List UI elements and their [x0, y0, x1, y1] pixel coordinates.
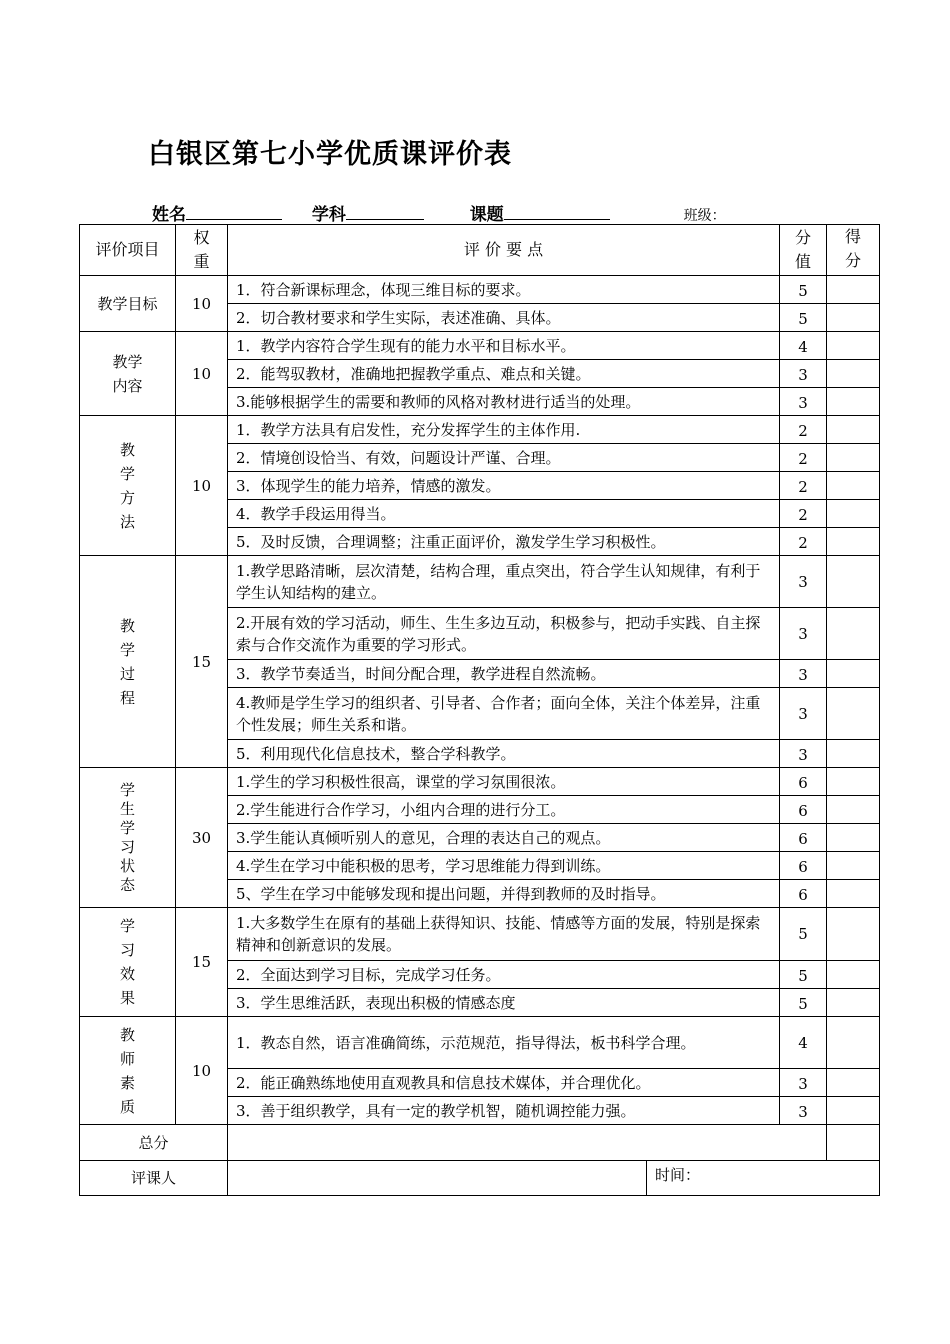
evaluation-point: 2．情境创设恰当、有效，问题设计严谨、合理。 [228, 444, 780, 472]
table-row [80, 1017, 880, 1069]
section-name: 教学目标 [80, 276, 176, 332]
evaluation-point: 3．善于组织教学，具有一定的教学机智，随机调控能力强。 [228, 1097, 780, 1125]
class-label: 班级： [683, 208, 726, 224]
section-weight: 10 [176, 276, 228, 332]
name-field[interactable] [186, 203, 282, 220]
total-row [80, 1125, 880, 1161]
point-value: 5 [780, 989, 827, 1017]
point-value: 4 [780, 1017, 827, 1069]
evaluation-table [79, 224, 880, 1196]
point-value: 3 [780, 740, 827, 768]
evaluation-point: 2.学生能进行合作学习，小组内合理的进行分工。 [228, 796, 780, 824]
header-project: 评价项目 [80, 225, 176, 276]
total-score-cell[interactable] [827, 1125, 880, 1161]
score-cell[interactable] [827, 472, 880, 500]
reviewer-row [80, 1161, 880, 1196]
section-weight: 10 [176, 332, 228, 416]
table-row [80, 416, 880, 444]
evaluation-point: 2．能驾驭教材，准确地把握教学重点、难点和关键。 [228, 360, 780, 388]
point-value: 2 [780, 416, 827, 444]
total-label: 总分 [80, 1125, 228, 1161]
score-cell[interactable] [827, 961, 880, 989]
point-value: 4 [780, 332, 827, 360]
section-name: 学生学习状态 [80, 768, 176, 908]
section-weight: 30 [176, 768, 228, 908]
score-cell[interactable] [827, 388, 880, 416]
evaluation-point: 2．切合教材要求和学生实际，表述准确、具体。 [228, 304, 780, 332]
evaluation-point: 1．教态自然，语言准确简练，示范规范，指导得法，板书科学合理。 [228, 1017, 780, 1069]
score-cell[interactable] [827, 528, 880, 556]
section-weight: 15 [176, 908, 228, 1017]
name-label: 姓名 [152, 205, 186, 225]
point-value: 2 [780, 444, 827, 472]
score-cell[interactable] [827, 1097, 880, 1125]
page-title: 白银区第七小学优质课评价表 [148, 139, 512, 170]
info-line [152, 200, 726, 225]
evaluation-point: 5．利用现代化信息技术，整合学科教学。 [228, 740, 780, 768]
score-cell[interactable] [827, 824, 880, 852]
table-row [80, 332, 880, 360]
evaluation-point: 3．体现学生的能力培养，情感的激发。 [228, 472, 780, 500]
section-name: 教学内容 [80, 332, 176, 416]
point-value: 3 [780, 1097, 827, 1125]
subject-label: 学科 [311, 205, 346, 225]
score-cell[interactable] [827, 556, 880, 608]
point-value: 3 [780, 556, 827, 608]
score-cell[interactable] [827, 304, 880, 332]
point-value: 3 [780, 688, 827, 740]
score-cell[interactable] [827, 276, 880, 304]
subject-field[interactable] [346, 203, 424, 220]
score-cell[interactable] [827, 660, 880, 688]
evaluation-point: 3．教学节奏适当，时间分配合理，教学进程自然流畅。 [228, 660, 780, 688]
time-label: 时间： [655, 1166, 701, 1184]
point-value: 3 [780, 388, 827, 416]
evaluation-point: 3．学生思维活跃，表现出积极的情感态度 [228, 989, 780, 1017]
score-cell[interactable] [827, 908, 880, 961]
time-divider [646, 1161, 647, 1195]
score-cell[interactable] [827, 740, 880, 768]
evaluation-point: 3.能够根据学生的需要和教师的风格对教材进行适当的处理。 [228, 388, 780, 416]
evaluation-point: 1.教学思路清晰，层次清楚，结构合理，重点突出，符合学生认知规律，有利于学生认知结构的建立。 [228, 556, 780, 608]
table-row [80, 276, 880, 304]
score-cell[interactable] [827, 768, 880, 796]
evaluation-point: 2.开展有效的学习活动，师生、生生多边互动，积极参与，把动手实践、自主探索与合作交流作为重要的学习形式。 [228, 608, 780, 660]
point-value: 6 [780, 880, 827, 908]
point-value: 5 [780, 961, 827, 989]
evaluation-point: 4.教师是学生学习的组织者、引导者、合作者；面向全体，关注个体差异，注重个性发展；师生关系和谐。 [228, 688, 780, 740]
header-row [80, 225, 880, 276]
table-row [80, 768, 880, 796]
score-cell[interactable] [827, 852, 880, 880]
evaluation-point: 2．全面达到学习目标，完成学习任务。 [228, 961, 780, 989]
evaluation-point: 5．及时反馈，合理调整；注重正面评价，激发学生学习积极性。 [228, 528, 780, 556]
point-value: 2 [780, 472, 827, 500]
point-value: 3 [780, 660, 827, 688]
point-value: 2 [780, 500, 827, 528]
topic-field[interactable] [504, 203, 610, 220]
score-cell[interactable] [827, 608, 880, 660]
point-value: 3 [780, 1069, 827, 1097]
point-value: 5 [780, 304, 827, 332]
score-cell[interactable] [827, 1069, 880, 1097]
score-cell[interactable] [827, 1017, 880, 1069]
header-score: 得分 [827, 225, 880, 276]
score-cell[interactable] [827, 360, 880, 388]
score-cell[interactable] [827, 688, 880, 740]
evaluation-point: 1．教学方法具有启发性，充分发挥学生的主体作用. [228, 416, 780, 444]
total-value-cell[interactable] [228, 1125, 827, 1161]
evaluation-point: 2．能正确熟练地使用直观教具和信息技术媒体，并合理优化。 [228, 1069, 780, 1097]
header-value: 分值 [780, 225, 827, 276]
point-value: 6 [780, 796, 827, 824]
evaluation-point: 4.学生在学习中能积极的思考，学习思维能力得到训练。 [228, 852, 780, 880]
point-value: 2 [780, 528, 827, 556]
reviewer-label: 评课人 [80, 1161, 228, 1196]
section-name: 教学方法 [80, 416, 176, 556]
score-cell[interactable] [827, 416, 880, 444]
table-row [80, 908, 880, 961]
table-row [80, 556, 880, 608]
score-cell[interactable] [827, 332, 880, 360]
evaluation-point: 1.大多数学生在原有的基础上获得知识、技能、情感等方面的发展，特别是探索精神和创新意识的发展。 [228, 908, 780, 961]
point-value: 6 [780, 824, 827, 852]
score-cell[interactable] [827, 796, 880, 824]
evaluation-point: 5、学生在学习中能够发现和提出问题，并得到教师的及时指导。 [228, 880, 780, 908]
evaluation-point: 4．教学手段运用得当。 [228, 500, 780, 528]
point-value: 3 [780, 360, 827, 388]
evaluation-point: 3.学生能认真倾听别人的意见，合理的表达自己的观点。 [228, 824, 780, 852]
point-value: 3 [780, 608, 827, 660]
score-cell[interactable] [827, 880, 880, 908]
score-cell[interactable] [827, 989, 880, 1017]
evaluation-point: 1．符合新课标理念，体现三维目标的要求。 [228, 276, 780, 304]
section-name: 教师素质 [80, 1017, 176, 1125]
evaluation-point: 1.学生的学习积极性很高，课堂的学习氛围很浓。 [228, 768, 780, 796]
point-value: 5 [780, 276, 827, 304]
point-value: 6 [780, 768, 827, 796]
header-weight: 权重 [176, 225, 228, 276]
point-value: 5 [780, 908, 827, 961]
section-weight: 15 [176, 556, 228, 768]
score-cell[interactable] [827, 444, 880, 472]
point-value: 6 [780, 852, 827, 880]
reviewer-cell[interactable] [228, 1161, 880, 1196]
header-points: 评 价 要 点 [228, 225, 780, 276]
topic-label: 课题 [469, 205, 504, 225]
section-name: 教学过程 [80, 556, 176, 768]
score-cell[interactable] [827, 500, 880, 528]
section-name: 学习效果 [80, 908, 176, 1017]
evaluation-point: 1．教学内容符合学生现有的能力水平和目标水平。 [228, 332, 780, 360]
section-weight: 10 [176, 1017, 228, 1125]
section-weight: 10 [176, 416, 228, 556]
